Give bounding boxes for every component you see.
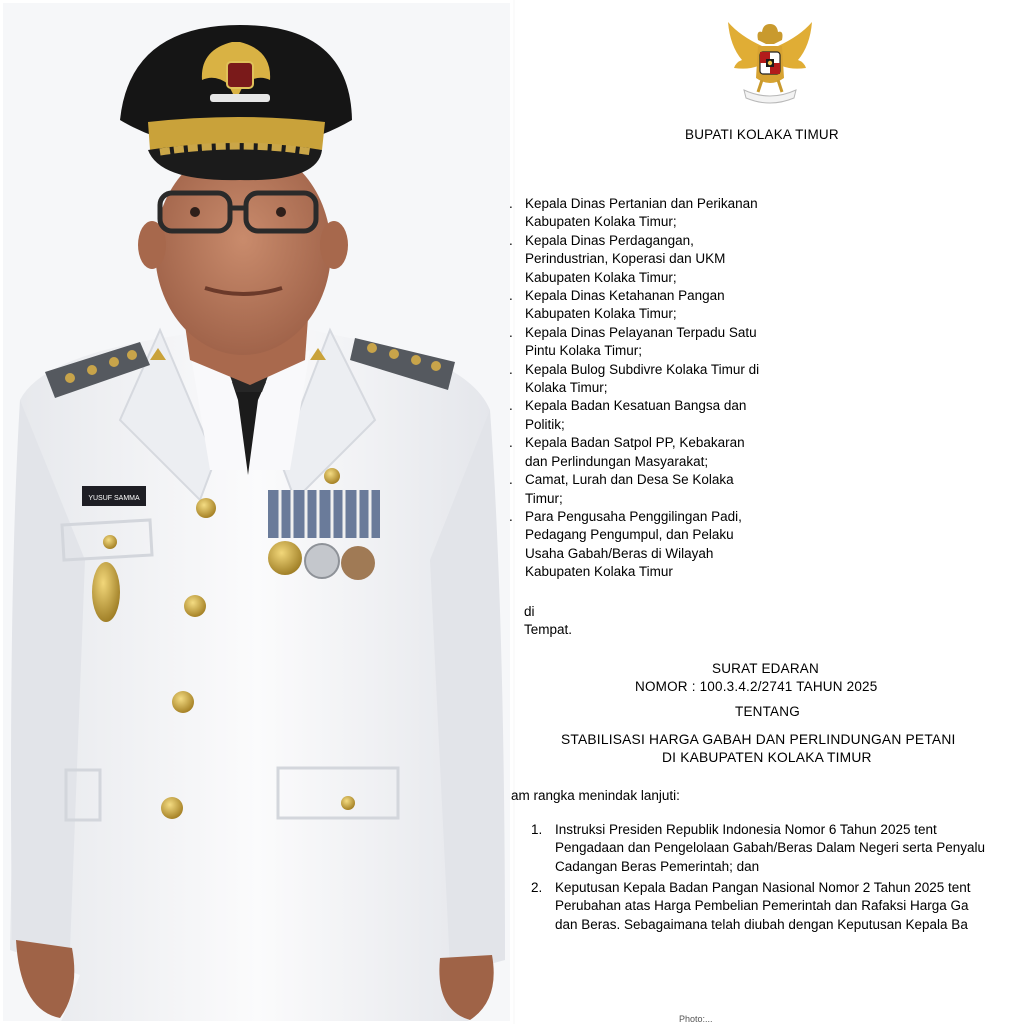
recipient-line: Kabupaten Kolaka Timur; — [525, 306, 677, 322]
point-line: Perubahan atas Harga Pembelian Pemerintah dan Rafaksi Harga Ga — [555, 898, 969, 914]
recipient-line: Kabupaten Kolaka Timur — [525, 564, 673, 580]
recipient-line: dan Perlindungan Masyarakat; — [525, 453, 709, 469]
bullet-mark: . — [509, 196, 513, 211]
recipient-line: Kepala Dinas Ketahanan Pangan — [525, 288, 725, 304]
recipient-line: Kepala Bulog Subdivre Kolaka Timur di — [525, 361, 760, 377]
recipient-line: Kolaka Timur; — [525, 380, 608, 396]
recipient-item — [509, 287, 759, 324]
recipient-line: Usaha Gabah/Beras di Wilayah — [525, 545, 714, 561]
subject-line-1: STABILISASI HARGA GABAH DAN PERLINDUNGAN PETANI — [561, 732, 956, 747]
name-tag-text: YUSUF SAMMA — [88, 495, 140, 502]
subject-line-2: DI KABUPATEN KOLAKA TIMUR — [662, 750, 872, 765]
point-line: Cadangan Beras Pemerintah; dan — [555, 858, 760, 874]
bullet-mark: . — [509, 361, 513, 377]
bullet-mark: . — [509, 435, 513, 451]
point-line: dan Beras. Sebagaimana telah diubah dengan Keputusan Kepala Ba — [555, 916, 968, 932]
recipient-line: Pedagang Pengumpul, dan Pelaku — [525, 527, 734, 543]
recipient-line: Politik; — [525, 416, 565, 432]
recipient-line: Kepala Badan Kesatuan Bangsa dan — [525, 398, 747, 414]
recipient-line: Kepala Dinas Perdagangan, — [525, 232, 694, 248]
recipient-list — [509, 195, 759, 582]
recipient-line: Camat, Lurah dan Desa Se Kolaka — [525, 472, 734, 488]
point-item-1 — [531, 821, 1024, 876]
letter-number: NOMOR : 100.3.4.2/2741 TAHUN 2025 — [635, 679, 878, 694]
point-line: Pengadaan dan Pengelolaan Gabah/Beras Dalam Negeri serta Penyalu — [555, 840, 986, 856]
recipient-item — [509, 324, 759, 361]
recipient-line: Timur; — [525, 490, 563, 506]
recipient-item — [509, 361, 759, 398]
place-tempat: Tempat. — [524, 622, 573, 637]
bullet-mark: . — [509, 324, 513, 340]
issuer-heading: BUPATI KOLAKA TIMUR — [685, 127, 839, 142]
recipient-item — [509, 195, 759, 232]
recipient-item — [509, 471, 759, 508]
recipient-line: Kepala Badan Satpol PP, Kebakaran — [525, 435, 745, 451]
recipient-line: Kepala Dinas Pelayanan Terpadu Satu — [525, 324, 757, 340]
bullet-mark: . — [509, 398, 513, 414]
intro-text: am rangka menindak lanjuti: — [511, 788, 680, 803]
bullet-mark: . — [509, 472, 513, 488]
bullet-mark: . — [509, 232, 513, 248]
point-line: Instruksi Presiden Republik Indonesia Nomor 6 Tahun 2025 tent — [555, 822, 937, 837]
recipient-line: Para Pengusaha Penggilingan Padi, — [525, 508, 742, 524]
point-line: Keputusan Kepala Badan Pangan Nasional Nomor 2 Tahun 2025 tent — [555, 880, 971, 895]
recipient-line: Kabupaten Kolaka Timur; — [525, 269, 677, 285]
garuda-emblem-icon — [722, 16, 818, 112]
about-label: TENTANG — [735, 704, 800, 719]
recipient-line: Pintu Kolaka Timur; — [525, 343, 643, 359]
recipient-line: Kabupaten Kolaka Timur; — [525, 214, 677, 230]
recipient-line: Perindustrian, Koperasi dan UKM — [525, 251, 726, 267]
recipient-item — [509, 232, 759, 287]
point-number: 1. — [531, 822, 543, 837]
bullet-mark: . — [509, 288, 513, 304]
place-di: di — [524, 604, 535, 619]
recipient-item — [509, 434, 759, 471]
bullet-mark: . — [509, 508, 513, 524]
recipient-line: Kepala Dinas Pertanian dan Perikanan — [525, 196, 758, 211]
point-number: 2. — [531, 880, 543, 895]
recipient-item — [509, 397, 759, 434]
letter-type-title: SURAT EDARAN — [712, 661, 819, 676]
recipient-item — [509, 508, 759, 582]
point-item-2 — [531, 879, 1024, 934]
photo-watermark: Photo:... — [679, 1014, 713, 1024]
